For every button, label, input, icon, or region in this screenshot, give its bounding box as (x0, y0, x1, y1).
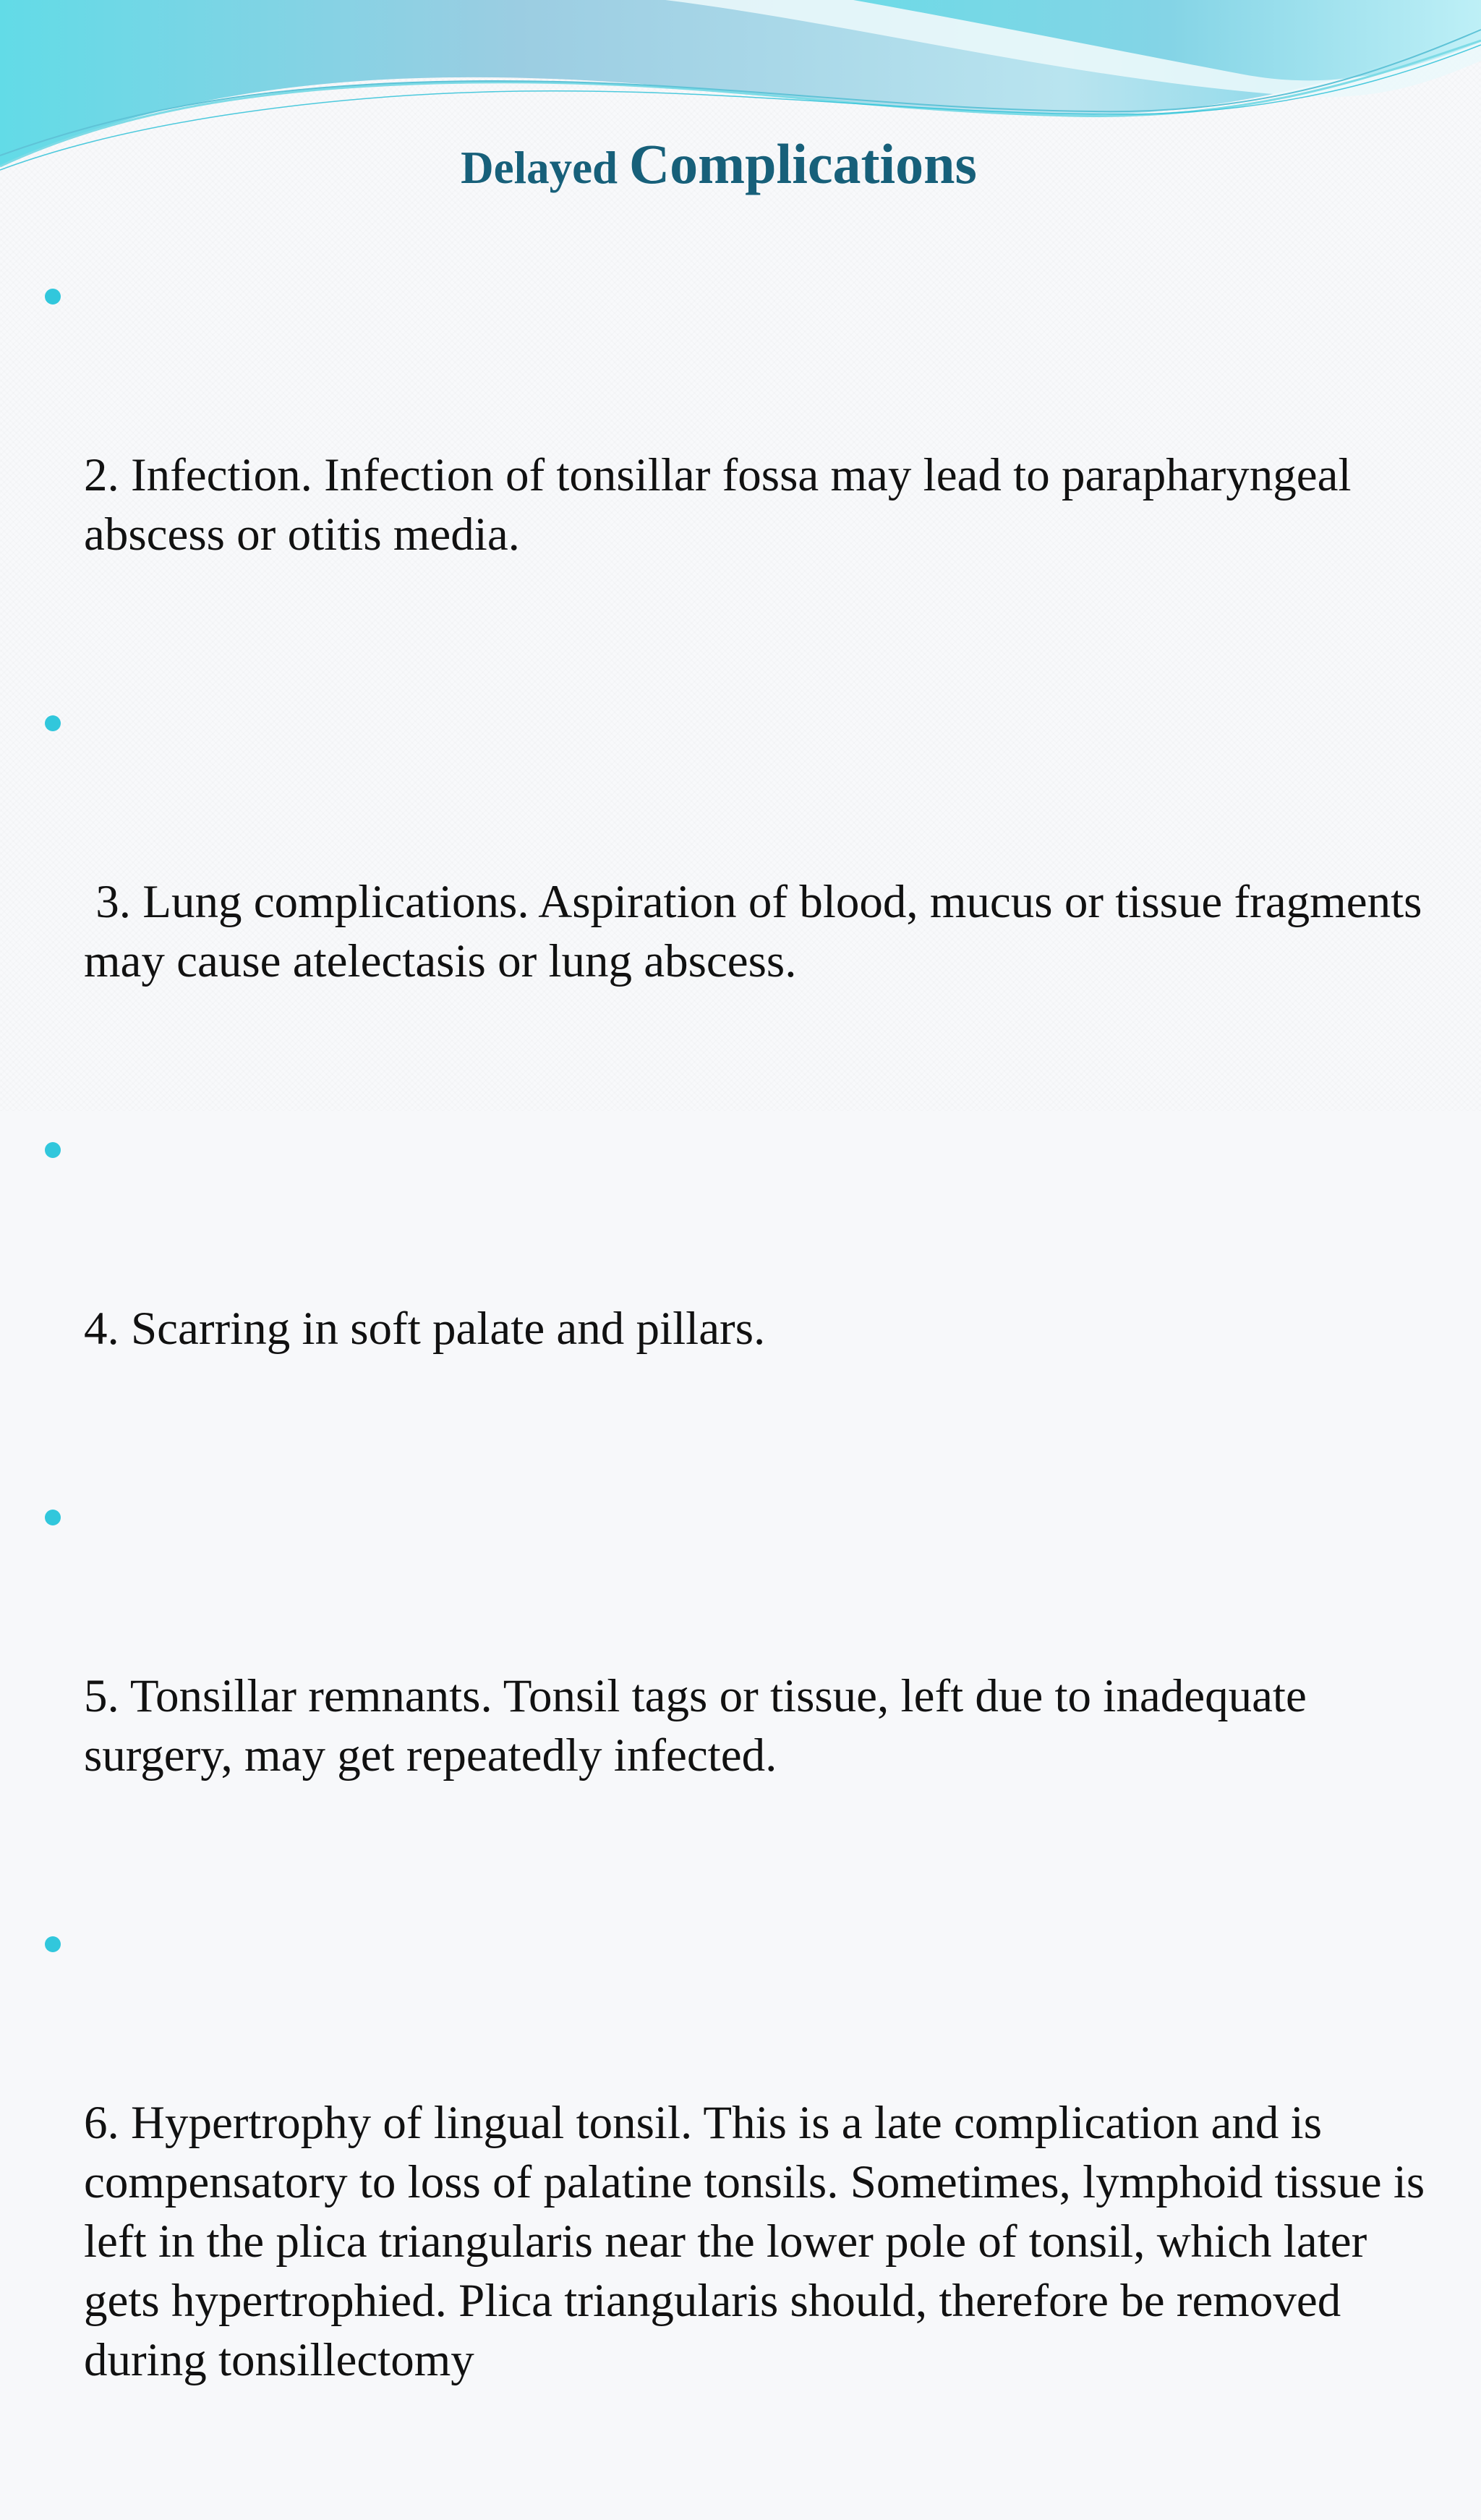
bullet-text: 6. Hypertrophy of lingual tonsil. This is a late complication and is compensatory to loss of palatine tonsils. Sometimes, lymphoid tissue is left in the plica triangularis near the lower pole of tonsil, which later gets hypertrophied. Plica triangularis should, therefore be removed during tonsillectomy (84, 2097, 1437, 2386)
bullet-text: 3. Lung complications. Aspiration of blood, mucus or tissue fragments may cause atelectasis or lung abscess. (84, 876, 1434, 987)
bullet-text: 2. Infection. Infection of tonsillar fossa may lead to parapharyngeal abscess or otitis media. (84, 449, 1363, 561)
bullet-item (42, 1489, 1438, 1904)
bullet-dot-icon (45, 1936, 61, 1952)
title-part-1: Delayed (461, 142, 629, 193)
bullet-item (42, 1915, 1438, 2508)
bullet-text: 5. Tonsillar remnants. Tonsil tags or tissue, left due to inadequate surgery, may get repeatedly infected. (84, 1670, 1319, 1782)
bullet-dot-icon (45, 1142, 61, 1158)
bullet-list (42, 268, 1438, 2520)
bullet-text: 4. Scarring in soft palate and pillars. (84, 1303, 766, 1355)
slide-title (0, 132, 1438, 195)
bullet-dot-icon (45, 1510, 61, 1525)
bullet-item (42, 268, 1438, 683)
bullet-dot-icon (45, 715, 61, 731)
title-part-2: Complications (628, 132, 977, 195)
bullet-dot-icon (45, 289, 61, 305)
bullet-item (42, 1121, 1438, 1477)
bullet-item (42, 694, 1438, 1110)
